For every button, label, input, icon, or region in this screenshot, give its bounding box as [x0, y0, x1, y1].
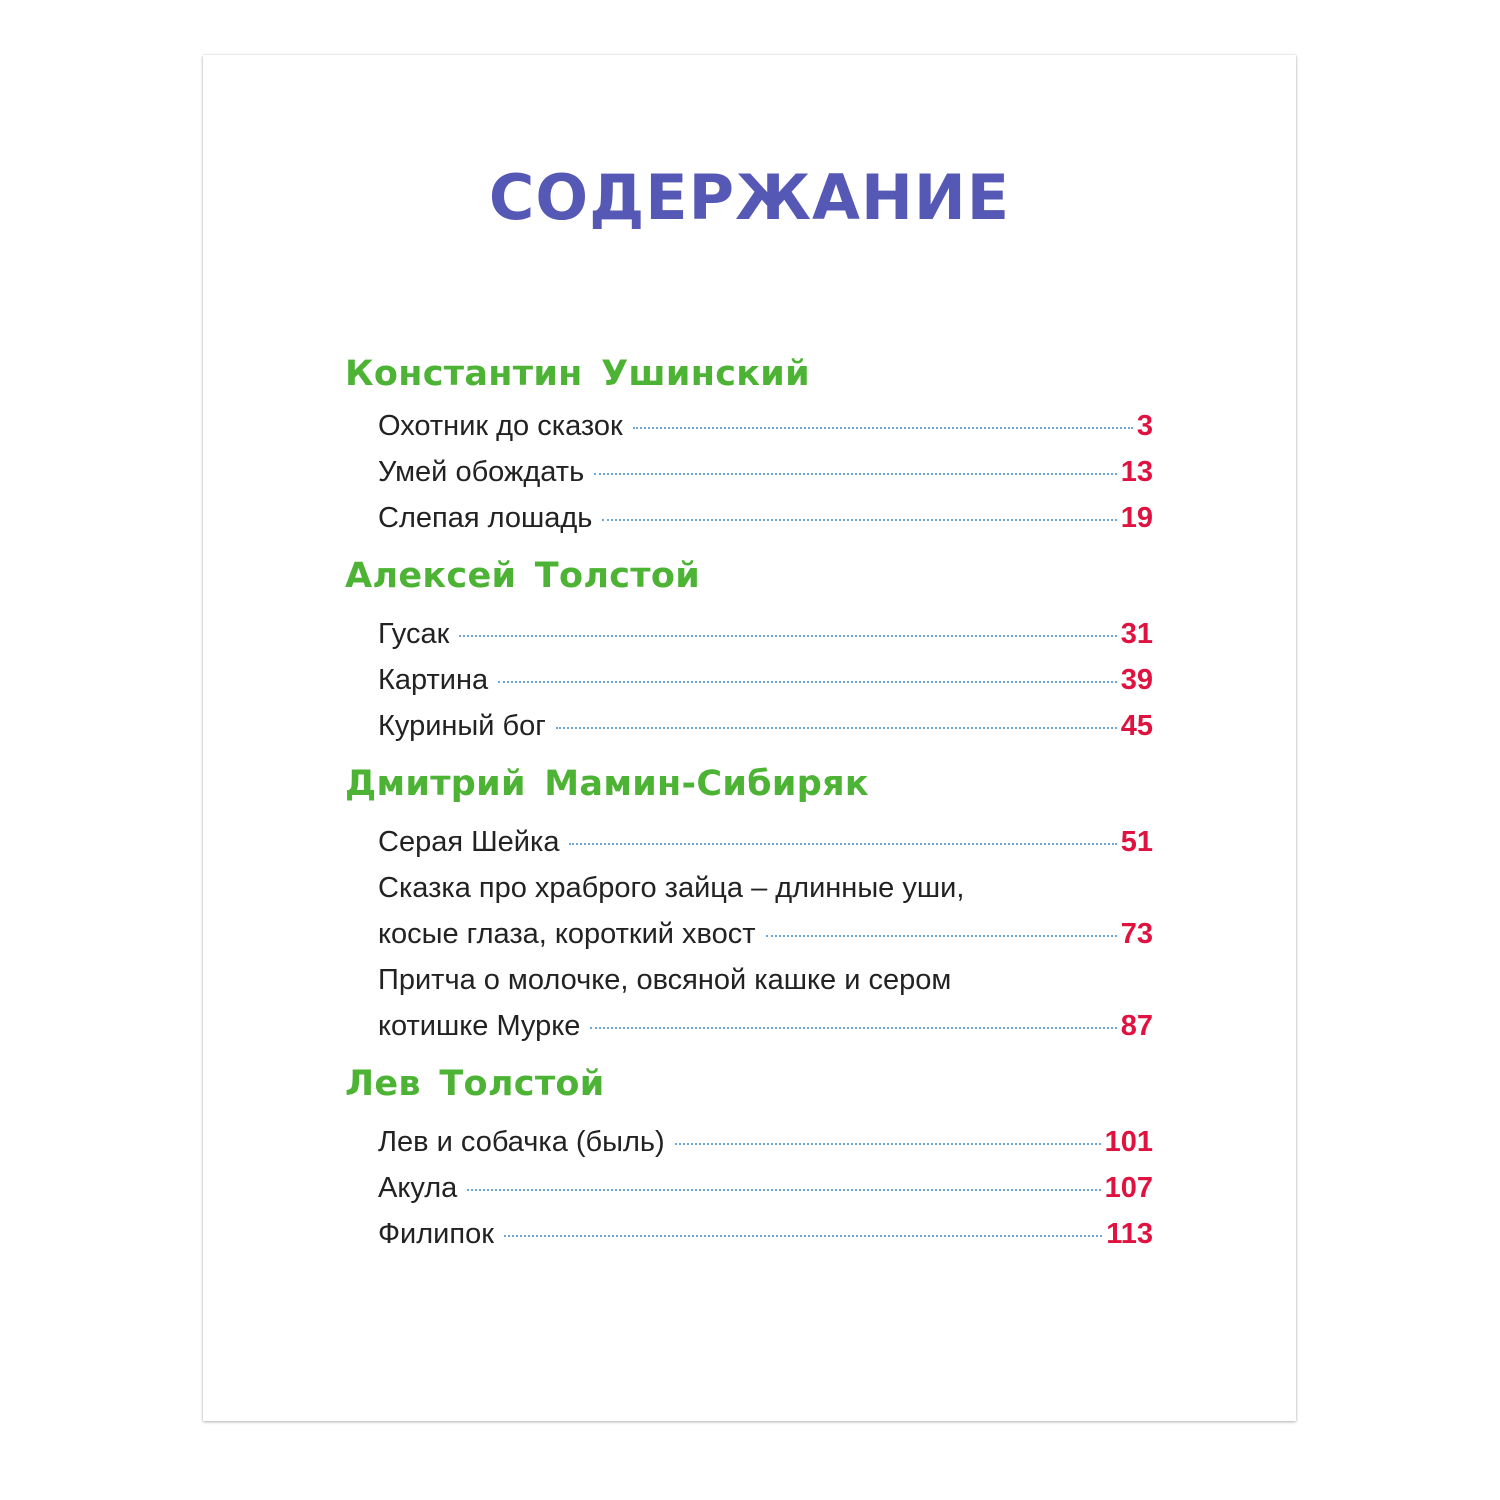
toc-entry[interactable] — [378, 819, 1153, 865]
page-number: 107 — [1104, 1172, 1153, 1204]
entry-title: Лев и собачка (быль) — [378, 1126, 665, 1158]
page-number: 73 — [1120, 918, 1153, 950]
toc-entry[interactable] — [378, 703, 1153, 749]
entry-title-line1: Притча о молочке, овсяной кашке и сером — [378, 964, 952, 996]
leader-dots — [633, 427, 1133, 429]
page-number: 31 — [1120, 618, 1153, 650]
page-number: 45 — [1120, 710, 1153, 742]
page-title: СОДЕРЖАНИЕ — [488, 161, 1011, 234]
page-number: 19 — [1120, 502, 1153, 534]
page-number: 51 — [1120, 826, 1153, 858]
leader-dots — [766, 935, 1117, 937]
author-heading: Алексей Толстой — [345, 556, 701, 596]
toc-entry[interactable] — [378, 611, 1153, 657]
toc-entry[interactable] — [378, 657, 1153, 703]
toc-section — [345, 347, 1153, 541]
entry-title: Акула — [378, 1172, 458, 1204]
toc-entry[interactable] — [378, 1211, 1153, 1257]
page-number: 3 — [1136, 410, 1153, 442]
page-number: 113 — [1106, 1218, 1153, 1250]
table-of-contents — [345, 347, 1153, 1257]
entry-title: косые глаза, короткий хвост — [378, 918, 756, 950]
toc-entry[interactable] — [378, 403, 1153, 449]
toc-entry[interactable] — [378, 495, 1153, 541]
entry-title: Куриный бог — [378, 710, 546, 742]
toc-entry[interactable] — [378, 957, 1153, 1049]
leader-dots — [459, 635, 1116, 637]
toc-entry[interactable] — [378, 1165, 1153, 1211]
entry-title: Гусак — [378, 618, 450, 650]
author-heading: Дмитрий Мамин-Сибиряк — [345, 764, 869, 804]
entry-title: Серая Шейка — [378, 826, 560, 858]
leader-dots — [602, 519, 1116, 521]
author-heading: Константин Ушинский — [345, 354, 810, 394]
leader-dots — [675, 1143, 1101, 1145]
entry-title: Филипок — [378, 1218, 494, 1250]
entry-title: Охотник до сказок — [378, 410, 623, 442]
toc-entry[interactable] — [378, 1119, 1153, 1165]
leader-dots — [590, 1027, 1116, 1029]
page-number: 13 — [1120, 456, 1153, 488]
leader-dots — [498, 681, 1117, 683]
page-number: 39 — [1120, 664, 1153, 696]
author-heading: Лев Толстой — [345, 1064, 605, 1104]
page-number: 101 — [1104, 1126, 1153, 1158]
toc-section — [345, 757, 1153, 1049]
toc-section — [345, 1057, 1153, 1257]
leader-dots — [467, 1189, 1100, 1191]
entry-title: Слепая лошадь — [378, 502, 593, 534]
leader-dots — [569, 843, 1116, 845]
toc-section — [345, 549, 1153, 749]
entry-title: Умей обождать — [378, 456, 585, 488]
leader-dots — [556, 727, 1117, 729]
leader-dots — [594, 473, 1117, 475]
entry-title-line1: Сказка про храброго зайца – длинные уши, — [378, 872, 965, 904]
toc-entry[interactable] — [378, 865, 1153, 957]
toc-entry[interactable] — [378, 449, 1153, 495]
entry-title: котишке Мурке — [378, 1010, 581, 1042]
page-number: 87 — [1120, 1010, 1153, 1042]
book-page — [203, 55, 1296, 1421]
entry-title: Картина — [378, 664, 489, 696]
leader-dots — [504, 1235, 1102, 1237]
